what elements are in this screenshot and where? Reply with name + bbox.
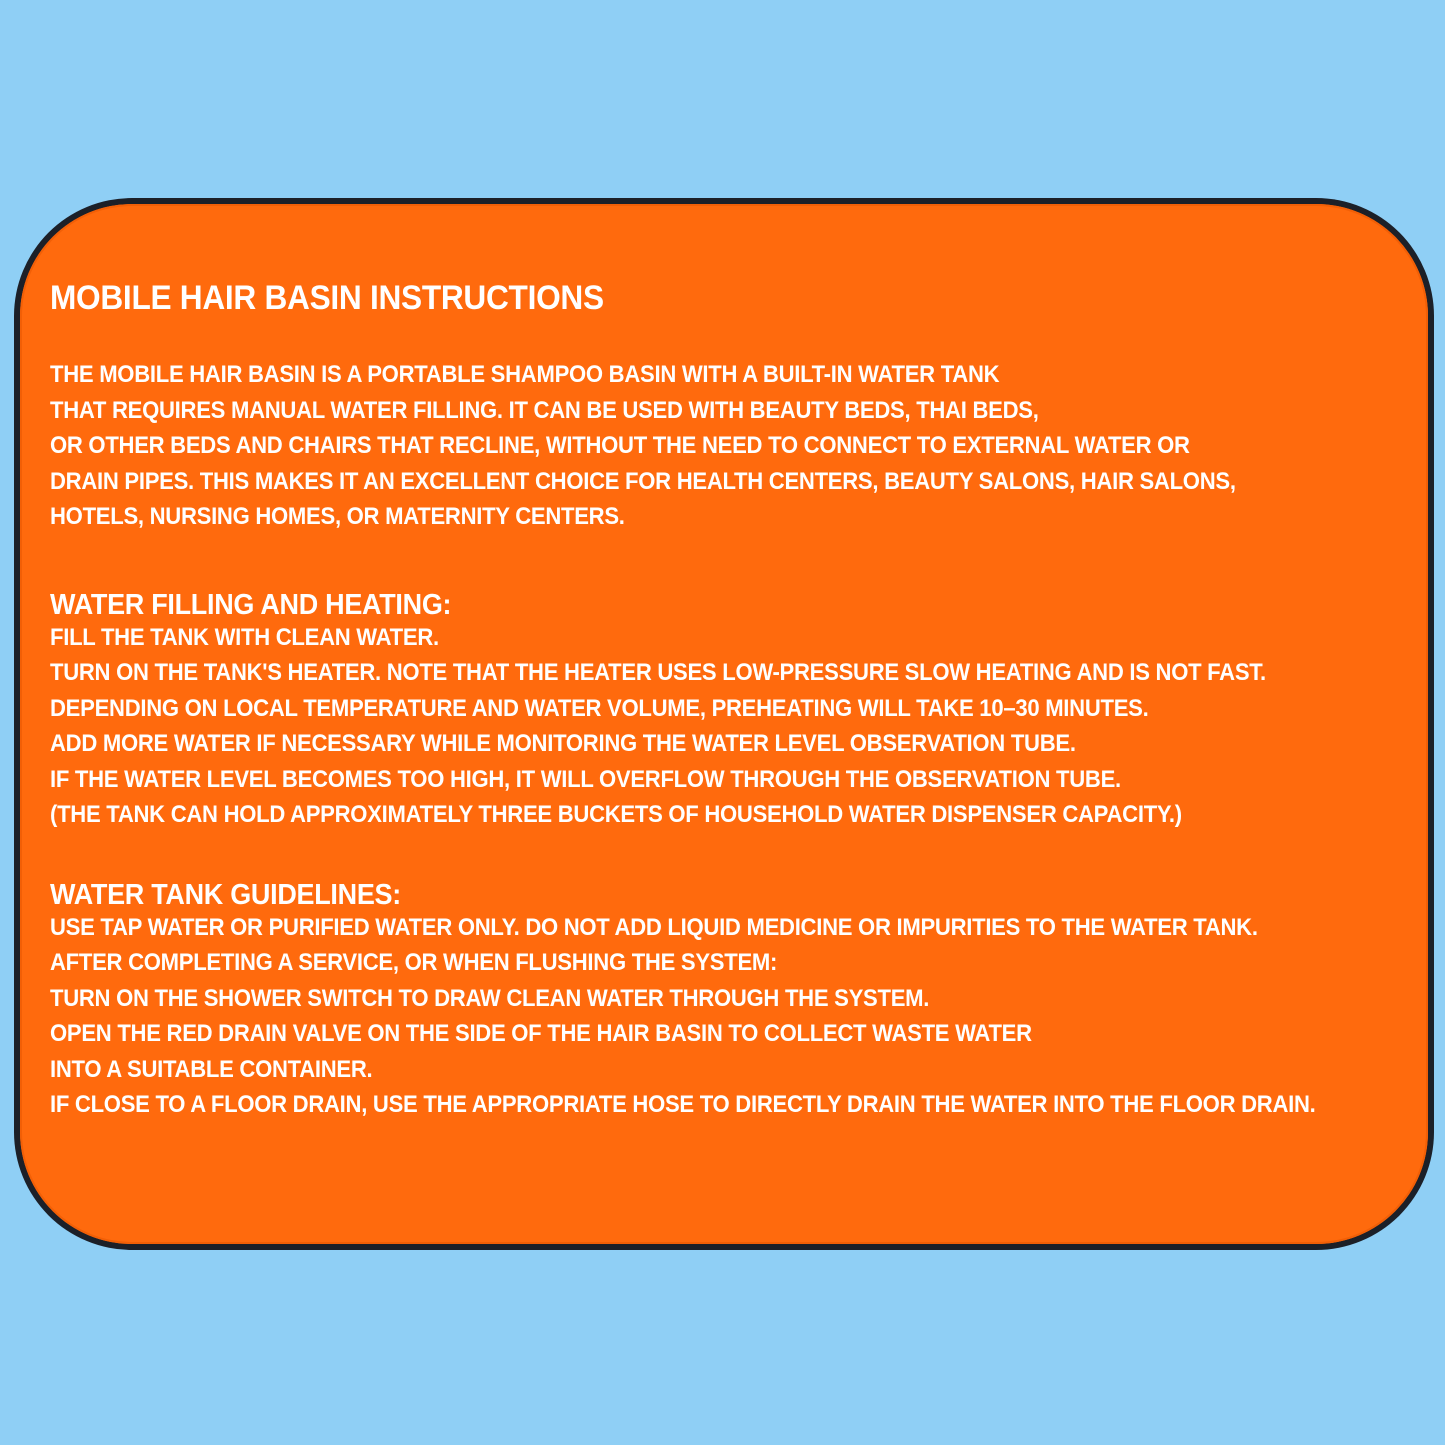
instruction-line: TURN ON THE TANK'S HEATER. NOTE THAT THE HEATER USES LOW-PRESSURE SLOW HEATING AND IS NOT FAST. bbox=[50, 659, 1266, 686]
intro-line: THE MOBILE HAIR BASIN IS A PORTABLE SHAMPOO BASIN WITH A BUILT-IN WATER TANK bbox=[50, 361, 1000, 388]
intro-paragraph bbox=[50, 357, 1420, 535]
instruction-line: OPEN THE RED DRAIN VALVE ON THE SIDE OF THE HAIR BASIN TO COLLECT WASTE WATER bbox=[50, 1020, 1032, 1047]
intro-line: DRAIN PIPES. THIS MAKES IT AN EXCELLENT CHOICE FOR HEALTH CENTERS, BEAUTY SALONS, HAIR SALONS, bbox=[50, 467, 1236, 495]
section-tank-guidelines-lines bbox=[50, 910, 1420, 1123]
section-water-filling-lines bbox=[50, 620, 1420, 833]
instruction-line: USE TAP WATER OR PURIFIED WATER ONLY. DO NOT ADD LIQUID MEDICINE OR IMPURITIES TO THE WATER TANK. bbox=[50, 913, 1258, 941]
instruction-line: DEPENDING ON LOCAL TEMPERATURE AND WATER VOLUME, PREHEATING WILL TAKE 10–30 MINUTES. bbox=[50, 694, 1149, 722]
instruction-line: IF CLOSE TO A FLOOR DRAIN, USE THE APPROPRIATE HOSE TO DIRECTLY DRAIN THE WATER INTO THE FLOOR DRAIN. bbox=[50, 1091, 1316, 1118]
intro-line: OR OTHER BEDS AND CHAIRS THAT RECLINE, WITHOUT THE NEED TO CONNECT TO EXTERNAL WATER OR bbox=[50, 432, 1190, 459]
instruction-line: AFTER COMPLETING A SERVICE, OR WHEN FLUSHING THE SYSTEM: bbox=[50, 949, 778, 976]
instruction-line: ADD MORE WATER IF NECESSARY WHILE MONITORING THE WATER LEVEL OBSERVATION TUBE. bbox=[50, 730, 1076, 757]
instruction-line: INTO A SUITABLE CONTAINER. bbox=[50, 1055, 373, 1083]
instruction-line: (THE TANK CAN HOLD APPROXIMATELY THREE BUCKETS OF HOUSEHOLD WATER DISPENSER CAPACITY.) bbox=[50, 801, 1182, 828]
section-heading-tank-guidelines: WATER TANK GUIDELINES: bbox=[50, 878, 401, 911]
document-title: MOBILE HAIR BASIN INSTRUCTIONS bbox=[50, 279, 604, 317]
instruction-line: TURN ON THE SHOWER SWITCH TO DRAW CLEAN WATER THROUGH THE SYSTEM. bbox=[50, 984, 930, 1012]
intro-line: HOTELS, NURSING HOMES, OR MATERNITY CENTERS. bbox=[50, 503, 625, 530]
intro-line: THAT REQUIRES MANUAL WATER FILLING. IT CAN BE USED WITH BEAUTY BEDS, THAI BEDS, bbox=[50, 396, 1039, 424]
instruction-line: FILL THE TANK WITH CLEAN WATER. bbox=[50, 623, 439, 651]
instruction-content bbox=[50, 276, 1420, 1123]
instruction-line: IF THE WATER LEVEL BECOMES TOO HIGH, IT WILL OVERFLOW THROUGH THE OBSERVATION TUBE. bbox=[50, 765, 1121, 793]
section-heading-water-filling: WATER FILLING AND HEATING: bbox=[50, 588, 452, 621]
